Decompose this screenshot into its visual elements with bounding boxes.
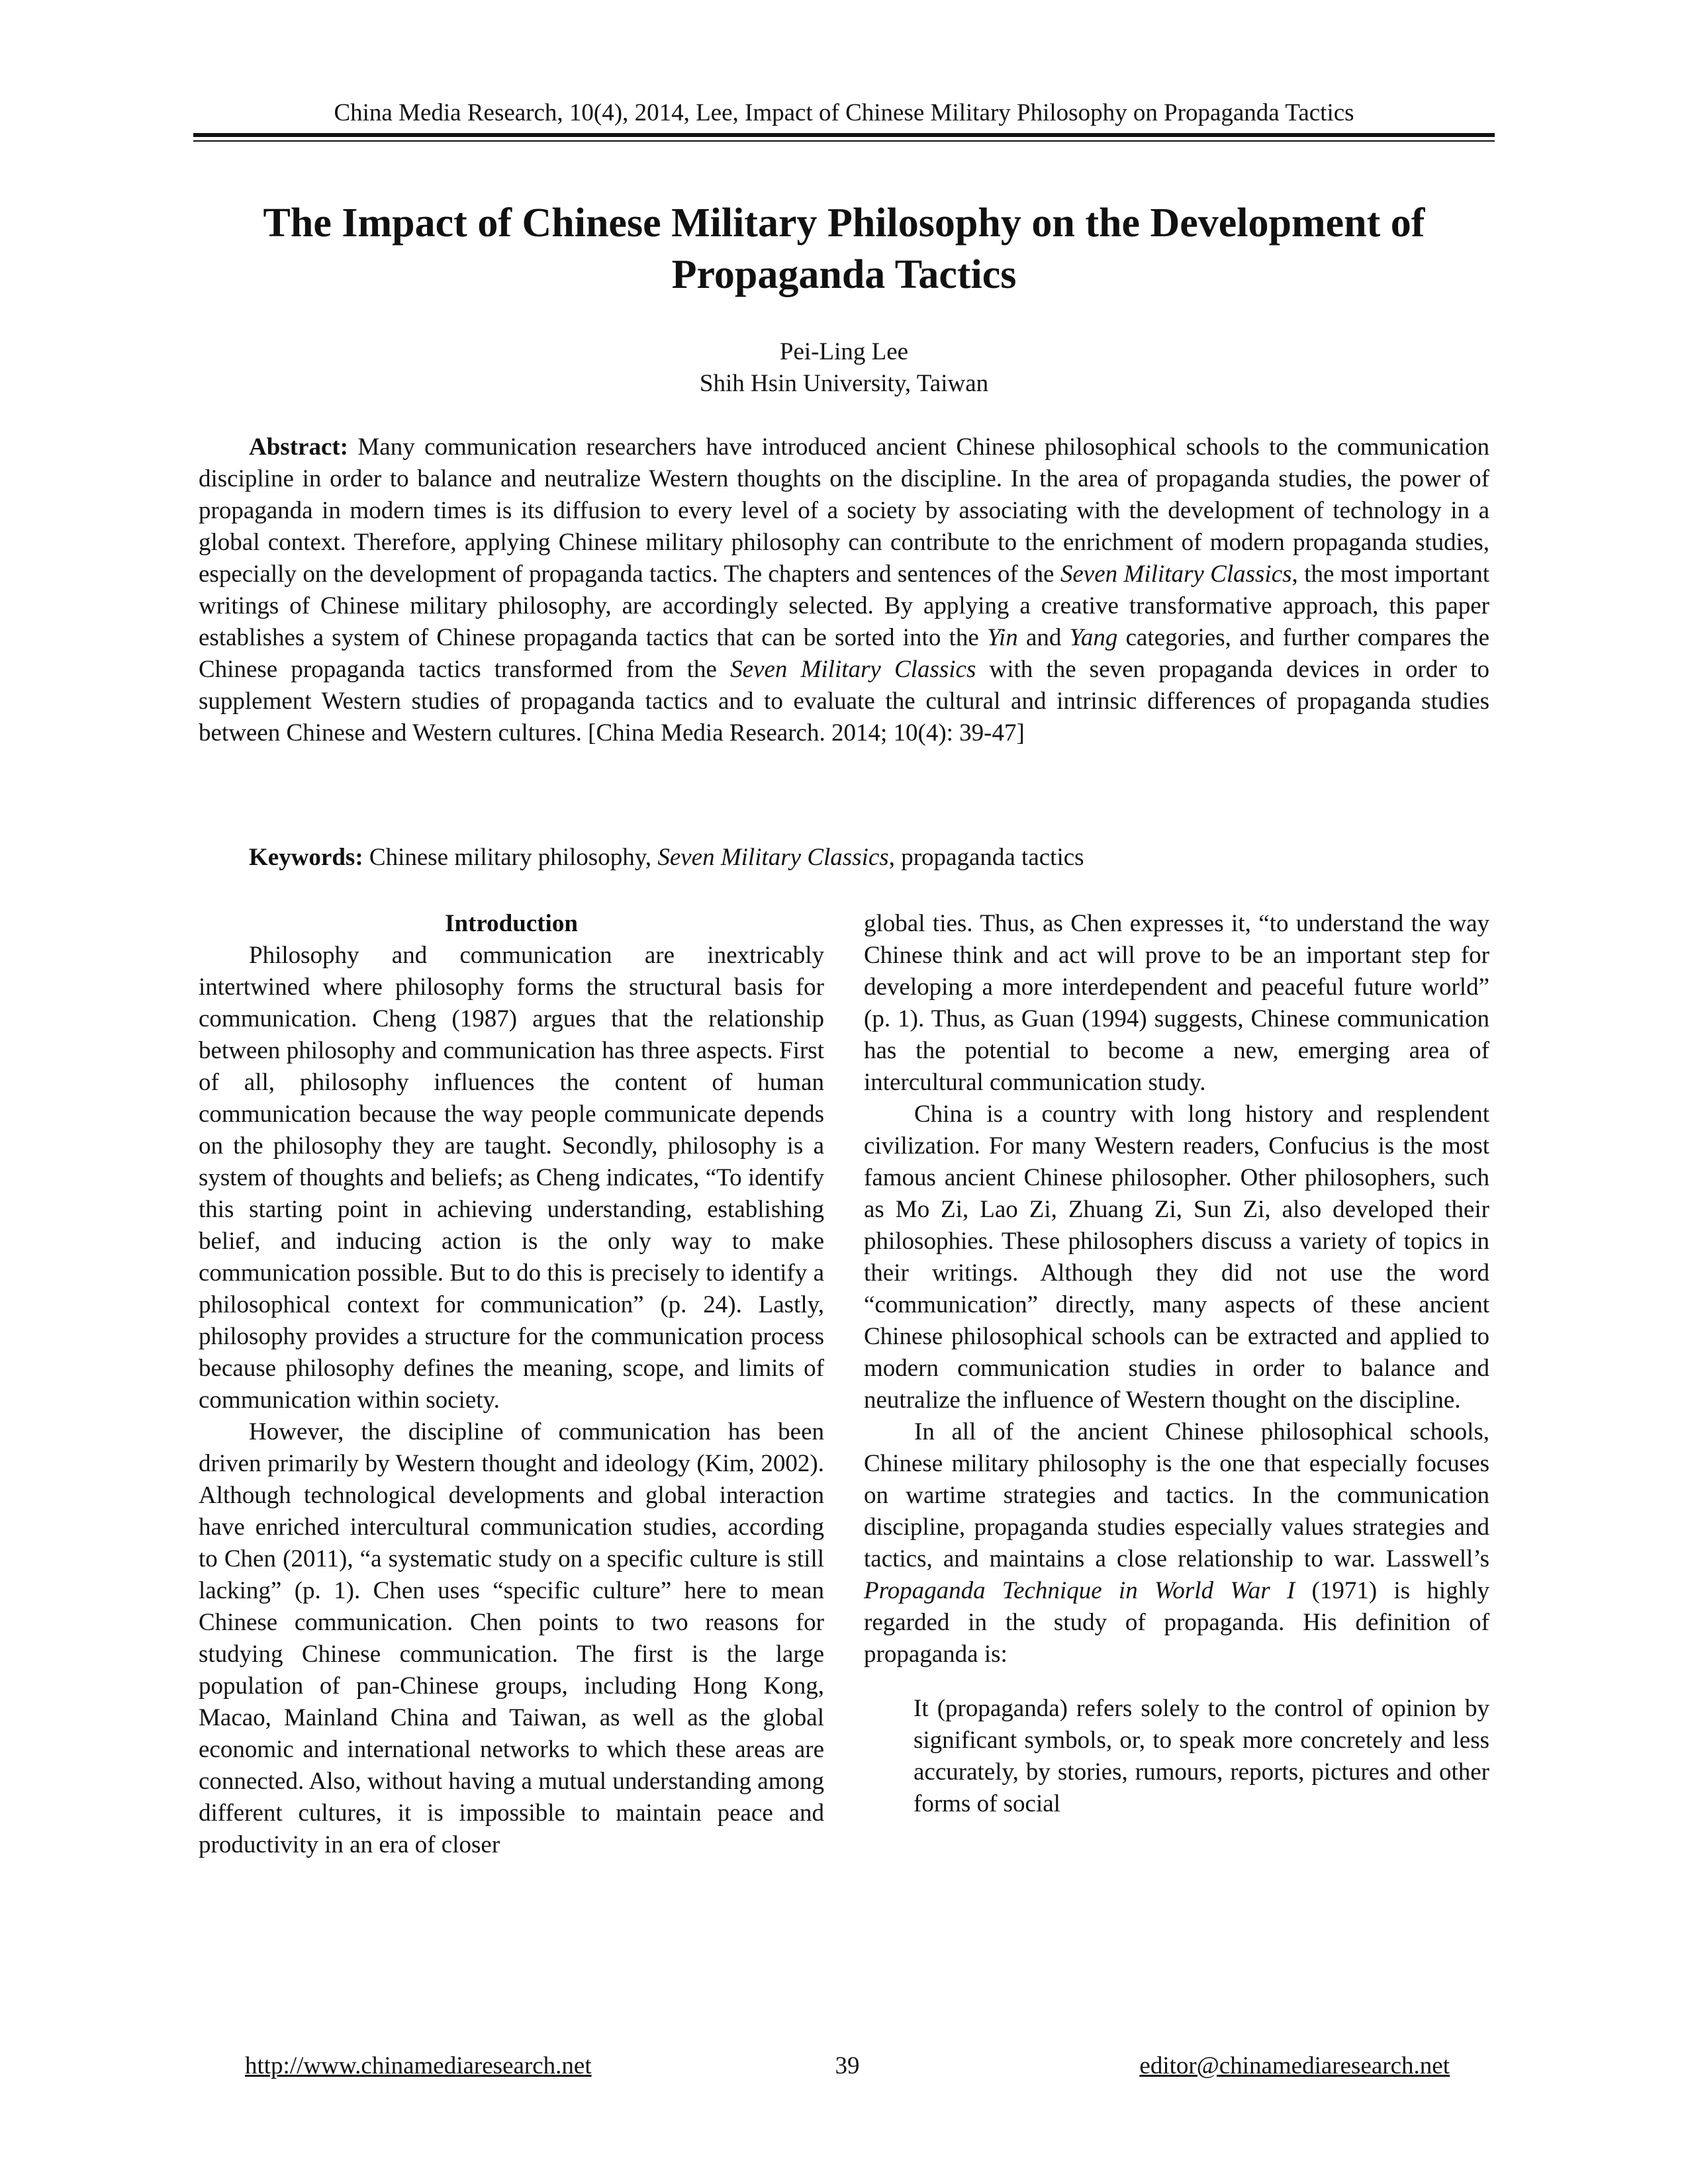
abstract-label: Abstract:	[249, 433, 349, 461]
body-paragraph-3: China is a country with long history and resplendent civilization. For many Western readers, Confucius is the most famous ancient Chinese philosopher. Other philosophers, such as Mo Zi, Lao Zi, Zhuang Zi, Sun Zi, also developed their philosophies. These philosophers discuss a variety of topics in their writings. Although they did not use the word “communication” directly, many aspects of these ancient Chinese philosophical schools can be extracted and applied to modern communication studies in order to balance and neutralize the influence of Western thought on the discipline.	[864, 1101, 1489, 1414]
author-block	[193, 336, 1495, 400]
body-paragraph-4-text-b: (1971) is highly regarded in the study of propaganda. His definition of propaganda is:	[864, 1577, 1489, 1668]
keywords-italic: Seven Military Classics	[657, 844, 889, 871]
left-column	[199, 908, 824, 1861]
keywords-text-1: Chinese military philosophy,	[363, 844, 658, 871]
abstract	[199, 432, 1489, 749]
keywords-text-2: , propaganda tactics	[888, 844, 1084, 871]
abstract-text-5: with the seven propaganda devices in order to supplement Western studies of propaganda tactics and to evaluate the cultural and intrinsic differences of propaganda studies between Chinese and Western cultures. [China Media Research. 2014; 10(4): 39-47]	[199, 656, 1489, 747]
body-paragraph-4-text-a: In all of the ancient Chinese philosophical schools, Chinese military philosophy is the one that especially focuses on wartime strategies and tactics. In the communication discipline, propaganda studies especially values strategies and tactics, and maintains a close relationship to war. Lasswell’s	[864, 1418, 1489, 1572]
body-paragraph-4	[864, 1416, 1489, 1670]
abstract-text-4: categories, and further compares the Chinese propaganda tactics transformed from the	[199, 624, 1489, 683]
body-paragraph-4-italic: Propaganda Technique in World War I	[864, 1577, 1295, 1604]
abstract-italic-1: Seven Military Classics	[1060, 561, 1292, 588]
author-affiliation: Shih Hsin University, Taiwan	[699, 370, 989, 397]
body-paragraph-2-continued: global ties. Thus, as Chen expresses it, “to understand the way Chinese think and act will prove to be an important step for developing a more interdependent and peaceful future world” (p. 1). Thus, as Guan (1994) suggests, Chinese communication has the potential to become a new, emerging area of intercultural communication study.	[864, 910, 1489, 1096]
header-rule	[193, 133, 1495, 137]
section-heading: Introduction	[445, 910, 578, 937]
abstract-italic-yang: Yang	[1069, 624, 1118, 651]
running-header: China Media Research, 10(4), 2014, Lee, Impact of Chinese Military Philosophy on Propaganda Tactics	[334, 99, 1354, 126]
footer-url-link[interactable]: http://www.chinamediaresearch.net	[245, 2052, 592, 2079]
footer-email-link[interactable]: editor@chinamediaresearch.net	[1139, 2052, 1450, 2079]
page-number: 39	[835, 2052, 860, 2079]
abstract-text-1: Many communication researchers have introduced ancient Chinese philosophical schools to the communication discipline in order to balance and neutralize Western thoughts on the discipline. In the area of propaganda studies, the power of propaganda in modern times is its diffusion to every level of a society by associating with the development of technology in a global context. Therefore, applying Chinese military philosophy can contribute to the enrichment of modern propaganda studies, especially on the development of propaganda tactics. The chapters and sentences of the	[199, 433, 1489, 588]
keywords	[199, 842, 1489, 874]
author-name: Pei-Ling Lee	[779, 338, 909, 365]
body-paragraph-2: However, the discipline of communication has been driven primarily by Western thought and ideology (Kim, 2002). Although technological developments and global interaction have enriched intercultural communication studies, according to Chen (2011), “a systematic study on a specific culture is still lacking” (p. 1). Chen uses “specific culture” here to mean Chinese communication. Chen points to two reasons for studying Chinese communication. The first is the large population of pan-Chinese groups, including Hong Kong, Macao, Mainland China and Taiwan, as well as the global economic and international networks to which these areas are connected. Also, without having a mutual understanding among different cultures, it is impossible to maintain peace and productivity in an era of closer	[199, 1418, 824, 1858]
abstract-italic-2: Seven Military Classics	[730, 656, 976, 683]
block-quote: It (propaganda) refers solely to the control of opinion by significant symbols, or, to speak more concretely and less accurately, by stories, rumours, reports, pictures and other forms of social	[914, 1695, 1489, 1817]
abstract-text-3: and	[1017, 624, 1070, 651]
abstract-italic-yin: Yin	[987, 624, 1018, 651]
title-line-1: The Impact of Chinese Military Philosophy on the Development of	[263, 201, 1425, 246]
title-line-2: Propaganda Tactics	[671, 252, 1017, 297]
abstract-text-2: , the most important writings of Chinese military philosophy, are accordingly selected. By applying a creative transformative approach, this paper establishes a system of Chinese propaganda tactics that can be sorted into the	[199, 561, 1490, 651]
header-rule-thin	[193, 140, 1495, 142]
page-footer	[245, 2050, 1450, 2082]
body-paragraph-1: Philosophy and communication are inextricably intertwined where philosophy forms the structural basis for communication. Cheng (1987) argues that the relationship between philosophy and communication has three aspects. First of all, philosophy influences the content of human communication because the way people communicate depends on the philosophy they are taught. Secondly, philosophy is a system of thoughts and beliefs; as Cheng indicates, “To identify this starting point in achieving understanding, establishing belief, and inducing action is the only way to make communication possible. But to do this is precisely to identify a philosophical context for communication” (p. 24). Lastly, philosophy provides a structure for the communication process because philosophy defines the meaning, scope, and limits of communication within society.	[199, 942, 824, 1414]
keywords-label: Keywords:	[249, 844, 363, 871]
paper-title	[193, 197, 1495, 300]
right-column	[864, 908, 1489, 1820]
